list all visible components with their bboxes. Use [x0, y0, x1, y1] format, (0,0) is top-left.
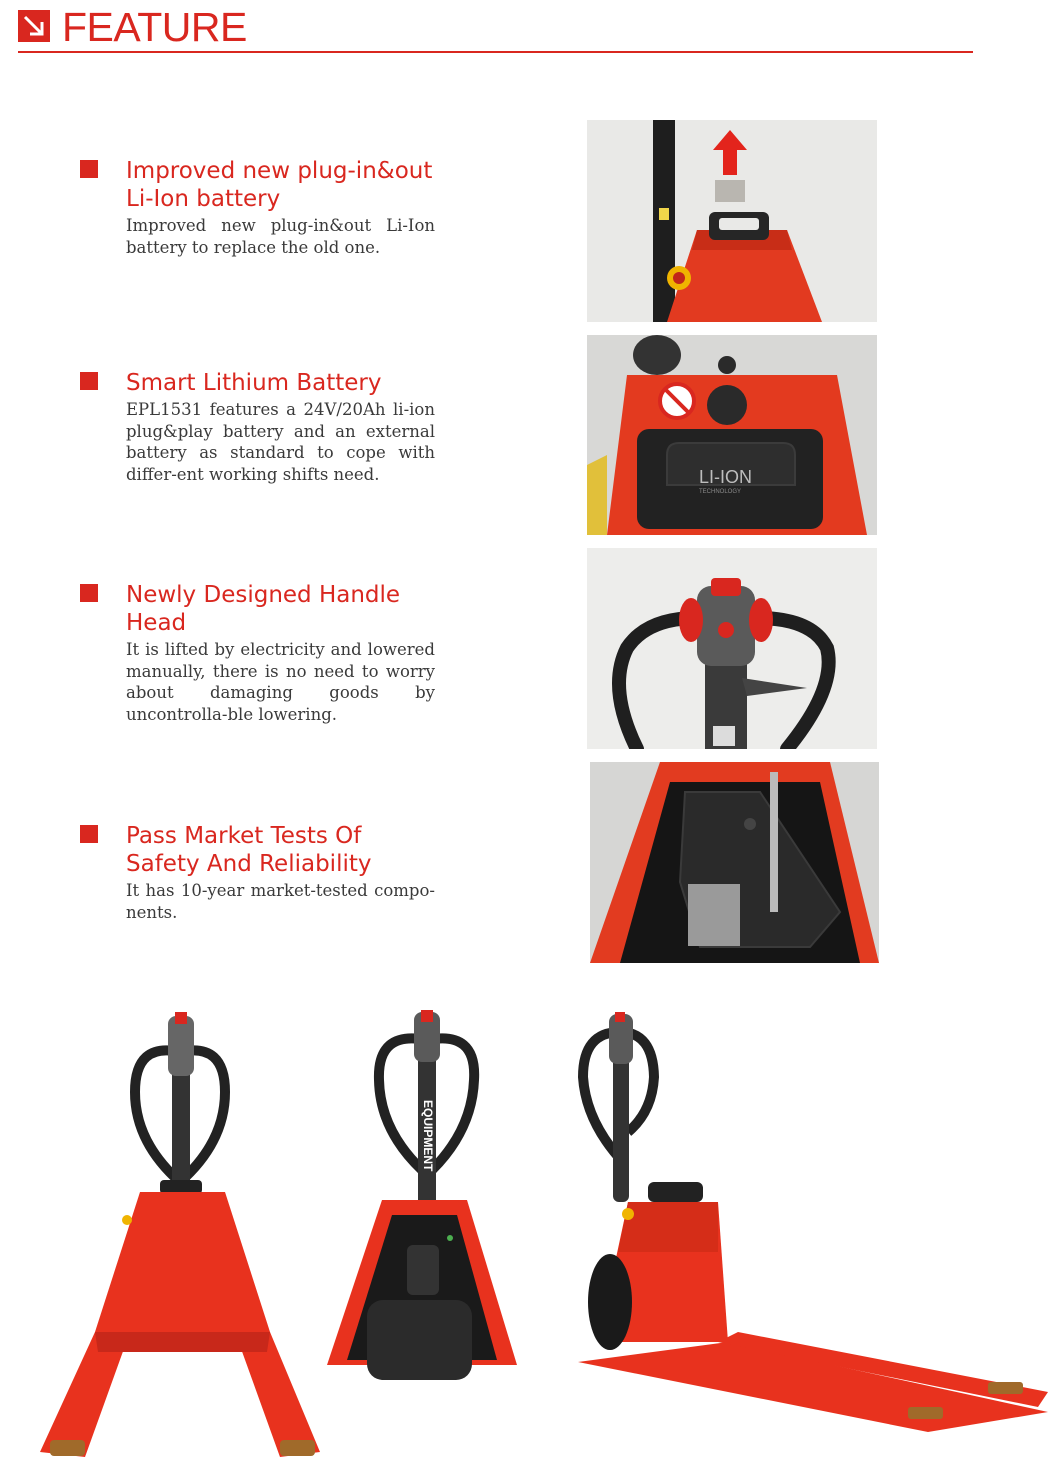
- feature-header-icon: [18, 10, 50, 42]
- photo-battery-plug: [587, 120, 877, 322]
- bullet-square-icon: [80, 825, 98, 843]
- product-photo-back: [322, 1010, 522, 1399]
- feature-title: Smart Lithium Battery: [126, 370, 382, 396]
- feature-description: It is lifted by electricity and lowered manually, there is no need to worry about damaging goods by uncontrolla-ble lowering.: [126, 640, 435, 724]
- battery-label: LI-ION: [699, 467, 753, 487]
- photo-internal-components: [590, 762, 879, 963]
- bullet-square-icon: [80, 584, 98, 602]
- feature-item-plug-battery: [80, 157, 440, 258]
- brand-text: EQUIPMENT: [421, 1100, 435, 1172]
- product-photo-front: [35, 1012, 320, 1471]
- feature-description: It has 10-year market-tested compo-nents.: [126, 881, 435, 922]
- feature-title: Improved new plug-in&out Li-Ion battery: [126, 158, 433, 212]
- feature-item-handle-head: [80, 581, 440, 725]
- page-title: FEATURE: [62, 4, 247, 50]
- battery-sublabel: TECHNOLOGY: [699, 489, 742, 495]
- feature-title: Pass Market Tests Of Safety And Reliability: [126, 823, 372, 877]
- bullet-square-icon: [80, 372, 98, 390]
- feature-description: EPL1531 features a 24V/20Ah li-ion plug&play battery and an external battery as standard to cope with differ-ent working shifts need.: [126, 400, 435, 484]
- feature-item-safety: [80, 822, 440, 923]
- photo-lithium-battery: [587, 335, 877, 535]
- feature-item-lithium-battery: [80, 369, 440, 485]
- product-photo-side: [568, 1012, 1058, 1436]
- feature-title: Newly Designed Handle Head: [126, 582, 401, 636]
- photo-handle-head: [587, 548, 877, 749]
- bullet-square-icon: [80, 160, 98, 178]
- header-divider: [18, 51, 973, 53]
- feature-description: Improved new plug-in&out Li-Ion battery to replace the old one.: [126, 216, 435, 257]
